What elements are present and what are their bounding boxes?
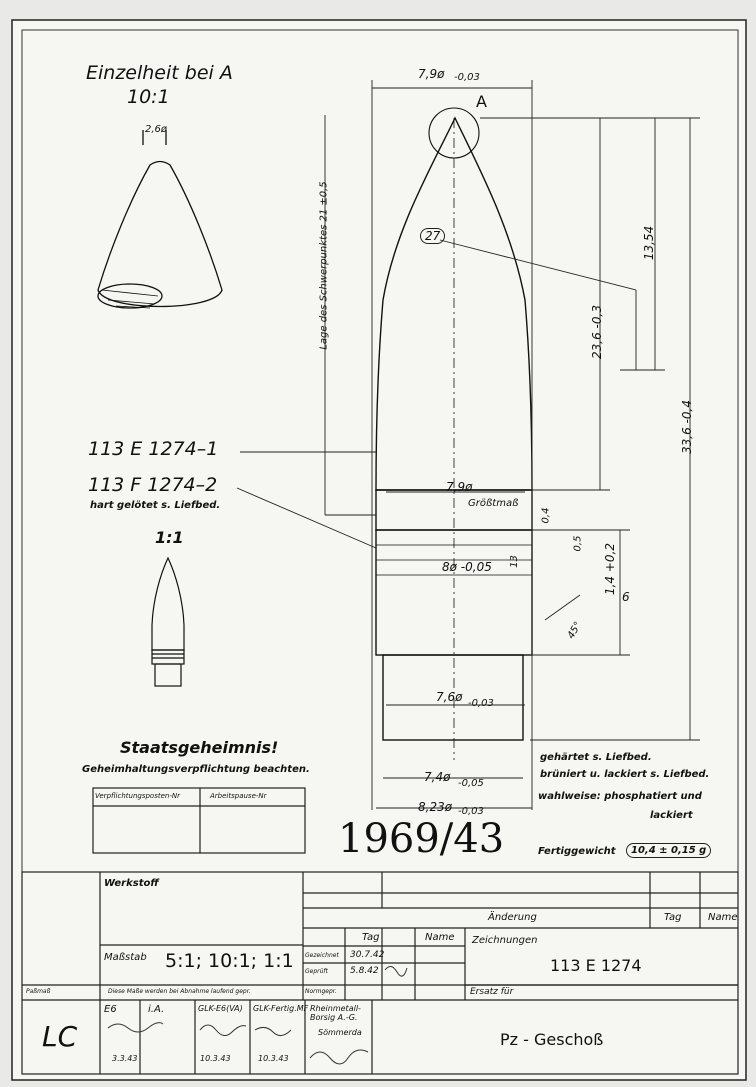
dim-top-tol: -0,03 [454,72,480,83]
tb-sig-date-1: 3.3.43 [112,1054,138,1063]
tb-sig-date-2: 10.3.43 [200,1054,231,1063]
small-view-scale: 1:1 [155,528,184,547]
note-line-1: gehärtet s. Liefbed. [540,752,652,763]
tb-tag-2: Tag [362,932,380,943]
secret-col1: Verpflichtungsposten-Nr [95,792,180,800]
dim-13: 13 [508,555,520,568]
tb-passmass-note: Diese Maße werden bei Abnahme laufend gepr. [108,988,251,995]
tb-passmass: Paßmaß [26,988,51,995]
note-line-4: lackiert [650,810,693,821]
tb-massstab-value: 5:1; 10:1; 1:1 [165,950,294,972]
cg-label: Lage des Schwerpunktes 21 ±0,5 [318,181,330,350]
part-1-label: 113 E 1274–1 [88,438,219,460]
tb-drawing-number: 113 E 1274 [550,956,642,975]
tb-werkstoff: Werkstoff [104,878,159,889]
weight-value: 10,4 ± 0,15 g [626,843,711,858]
dim-33-6: 33,6 -0,4 [679,400,694,454]
part-2-label: 113 F 1274–2 [88,474,218,496]
tb-company: Rheinmetall-Borsig A.-G. [310,1004,361,1022]
weight-label: Fertiggewicht [538,846,616,857]
tb-zeichnungen-label: Zeichnungen [472,935,538,946]
dim-6: 6 [622,590,630,604]
note-line-3: wahlweise: phosphatiert und [538,791,702,802]
dim-1-4: 1,4 +0,2 [603,542,618,596]
tb-name: Name [708,912,738,923]
balloon-27: 27 [420,228,445,244]
label-a: A [476,92,487,111]
tb-glk-e6: GLK-E6(VA) [198,1004,243,1013]
dim-7-6-tol: -0,03 [468,698,494,709]
dim-7-4: 7,4ø [424,770,451,784]
dim-7-9-max: 7,9ø [446,480,473,494]
dim-45-deg: 45° [565,620,585,641]
tb-norm: Normgepr. [305,988,337,995]
tb-tag: Tag [664,912,682,923]
stamp-number: 1969/43 [338,816,505,862]
detail-title: Einzelheit bei A [86,62,233,84]
dim-8-23: 8,23ø [418,800,453,814]
tb-gepr: Geprüft [305,968,328,975]
dim-13-54: 13,54 [642,225,657,261]
tb-aenderung: Änderung [488,912,537,923]
dim-7-9-note: Größtmaß [468,498,519,509]
dim-8: 8ø -0,05 [442,560,492,574]
tb-ersatz: Ersatz für [470,987,514,997]
tb-massstab-label: Maßstab [104,952,147,963]
tb-name-2: Name [425,932,455,943]
part-2-note: hart gelötet s. Liefbed. [90,500,221,511]
note-line-2: brüniert u. lackiert s. Liefbed. [540,769,710,780]
secret-col2: Arbeitspause-Nr [210,792,267,800]
tb-company-loc: Sömmerda [318,1028,362,1037]
tb-product: Pz - Geschoß [500,1030,604,1049]
tb-e6: E6 [104,1004,117,1015]
detail-scale: 10:1 [127,86,170,108]
tb-gez: Gezeichnet [305,952,339,959]
tb-sig-date-3: 10.3.43 [258,1054,289,1063]
tb-ia: i.A. [148,1004,165,1015]
tb-gepr-date: 5.8.42 [350,966,379,976]
detail-tip-dim: 2,6ø [145,124,168,135]
dim-8-23-tol: -0,03 [458,806,484,817]
secret-title: Staatsgeheimnis! [120,738,279,757]
tb-lc: LC [42,1020,78,1053]
secret-subtitle: Geheimhaltungsverpflichtung beachten. [82,764,310,775]
tb-gez-date: 30.7.42 [350,950,385,960]
dim-0-5: 0,5 [572,535,584,552]
outer-border [12,20,746,1080]
dim-7-4-tol: -0,05 [458,778,484,789]
dim-top: 7,9ø [418,67,445,81]
dim-0-4: 0,4 [540,507,552,524]
dim-7-6: 7,6ø [436,690,463,704]
tb-glk-fert: GLK-Fertig.MF [253,1004,309,1013]
dim-23-6: 23,6 -0,3 [589,305,604,359]
